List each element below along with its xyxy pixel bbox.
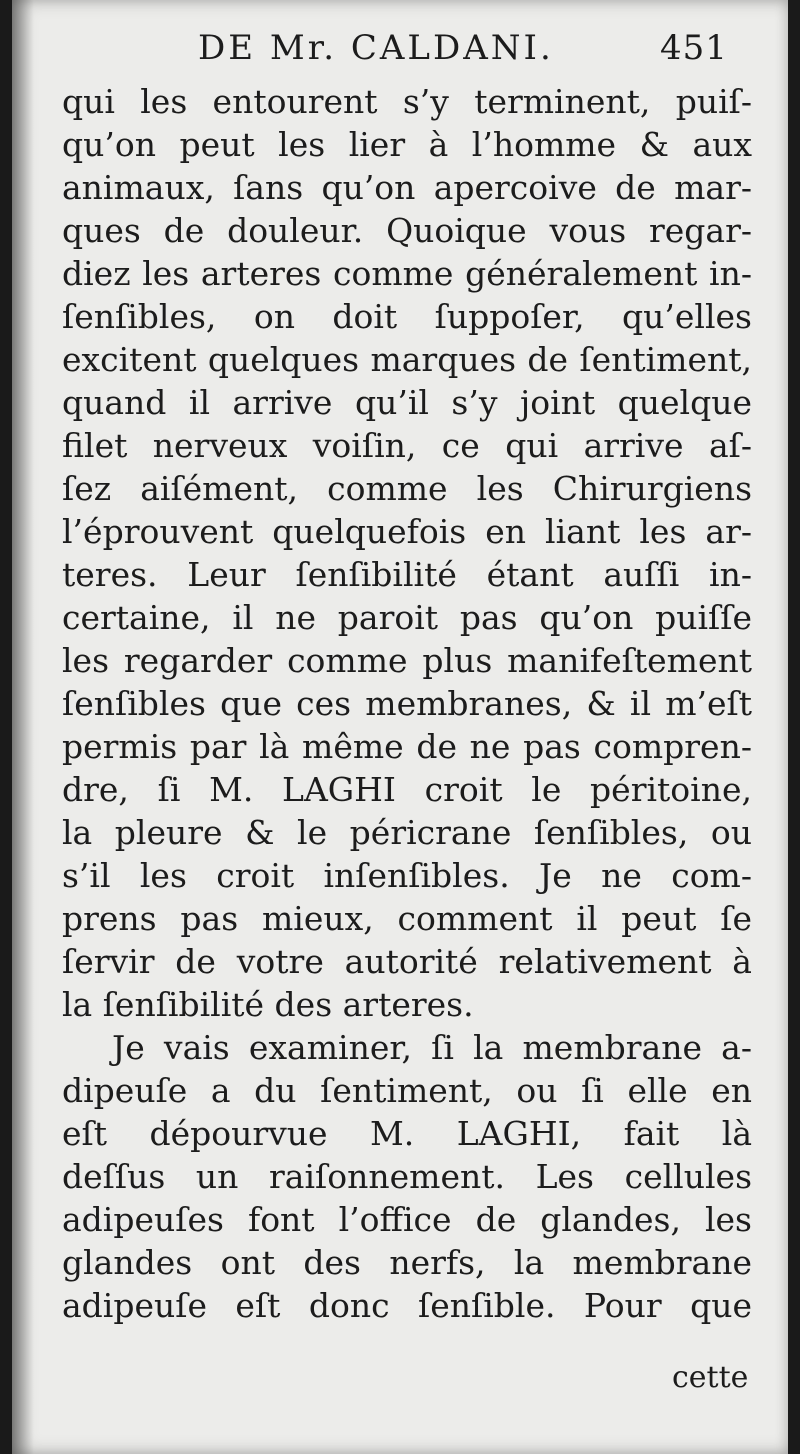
text-line: qui les entourent s’y terminent, puiſ- <box>62 82 752 121</box>
text-line: teres. Leur ſenſibilité étant auſſi in- <box>62 555 752 594</box>
text-line: ques de douleur. Quoique vous regar- <box>62 211 752 250</box>
catchword: cette <box>672 1360 749 1395</box>
text-line: ſenſibles, on doit ſuppoſer, qu’elles <box>62 297 752 336</box>
text-line: eſt dépourvue M. LAGHI, fait là <box>62 1114 752 1153</box>
gutter-shadow <box>12 0 34 1454</box>
text-line: animaux, ſans qu’on apercoive de mar- <box>62 168 752 207</box>
text-line: prens pas mieux, comment il peut ſe <box>62 899 752 938</box>
text-line: adipeuſe eſt donc ſenſible. Pour que <box>62 1286 752 1325</box>
page-text <box>62 80 752 1327</box>
text-line: deſſus un raiſonnement. Les cellules <box>62 1157 752 1196</box>
text-line: l’éprouvent quelquefois en liant les ar- <box>62 512 752 551</box>
page-number: 451 <box>660 28 728 68</box>
text-line: diez les arteres comme généralement in- <box>62 254 752 293</box>
text-line: quand il arrive qu’il s’y joint quelque <box>62 383 752 422</box>
paragraph-end-line: la ſenſibilité des arteres. <box>62 985 474 1024</box>
text-line: permis par là même de ne pas compren- <box>62 727 752 766</box>
text-line: certaine, il ne paroit pas qu’on puiſſe <box>62 598 752 637</box>
text-line: ſenſibles que ces membranes, & il m’eſt <box>62 684 752 723</box>
text-line: dipeuſe a du ſentiment, ou ſi elle en <box>62 1071 752 1110</box>
text-line: dre, ſi M. LAGHI croit le péritoine, <box>62 770 752 809</box>
text-line: excitent quelques marques de ſentiment, <box>62 340 752 379</box>
text-line: ſez aiſément, comme les Chirurgiens <box>62 469 752 508</box>
text-line: adipeuſes font l’office de glandes, les <box>62 1200 752 1239</box>
text-line: glandes ont des nerfs, la membrane <box>62 1243 752 1282</box>
text-line: s’il les croit inſenſibles. Je ne com- <box>62 856 752 895</box>
book-page <box>12 0 788 1454</box>
text-line: les regarder comme plus manifeſtement <box>62 641 752 680</box>
text-line: la pleure & le péricrane ſenſibles, ou <box>62 813 752 852</box>
text-line: filet nerveux voiſin, ce qui arrive aſ- <box>62 426 752 465</box>
running-head-title: DE Mr. CALDANI. <box>198 28 554 68</box>
paragraph-start-line: Je vais examiner, ſi la membrane a- <box>112 1028 752 1067</box>
running-head <box>198 28 728 68</box>
text-line: qu’on peut les lier à l’homme & aux <box>62 125 752 164</box>
text-line: ſervir de votre autorité relativement à <box>62 942 752 981</box>
